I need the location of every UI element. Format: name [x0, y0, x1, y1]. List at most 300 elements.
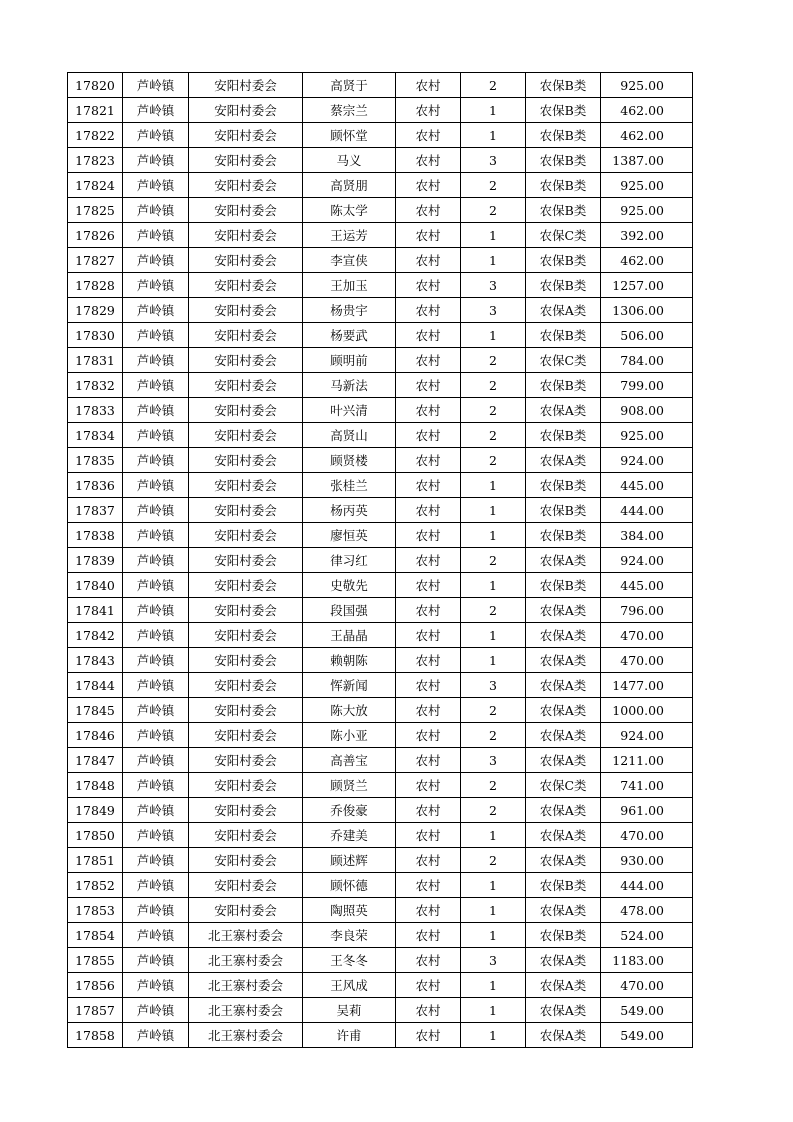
cell-village: 北王寨村委会 — [189, 973, 303, 998]
cell-village: 安阳村委会 — [189, 123, 303, 148]
cell-count: 1 — [461, 623, 526, 648]
cell-name: 王冬冬 — [303, 948, 396, 973]
cell-town: 芦岭镇 — [123, 223, 189, 248]
cell-category: 农保C类 — [526, 773, 601, 798]
cell-count: 1 — [461, 248, 526, 273]
cell-town: 芦岭镇 — [123, 973, 189, 998]
cell-town: 芦岭镇 — [123, 348, 189, 373]
cell-category: 农保B类 — [526, 473, 601, 498]
cell-id: 17845 — [68, 698, 123, 723]
cell-town: 芦岭镇 — [123, 598, 189, 623]
cell-amount: 930.00 — [601, 848, 693, 873]
cell-category: 农保A类 — [526, 798, 601, 823]
cell-name: 王晶晶 — [303, 623, 396, 648]
cell-amount: 1000.00 — [601, 698, 693, 723]
cell-id: 17831 — [68, 348, 123, 373]
table-row — [68, 123, 693, 148]
cell-village: 安阳村委会 — [189, 373, 303, 398]
cell-category: 农保B类 — [526, 923, 601, 948]
cell-town: 芦岭镇 — [123, 273, 189, 298]
cell-id: 17849 — [68, 798, 123, 823]
table-row — [68, 573, 693, 598]
cell-name: 杨贵宇 — [303, 298, 396, 323]
cell-amount: 925.00 — [601, 198, 693, 223]
cell-id: 17854 — [68, 923, 123, 948]
cell-count: 1 — [461, 323, 526, 348]
cell-id: 17842 — [68, 623, 123, 648]
cell-area: 农村 — [396, 348, 461, 373]
cell-town: 芦岭镇 — [123, 73, 189, 98]
cell-category: 农保A类 — [526, 723, 601, 748]
cell-name: 史敬先 — [303, 573, 396, 598]
cell-id: 17825 — [68, 198, 123, 223]
cell-amount: 1477.00 — [601, 673, 693, 698]
table-row — [68, 923, 693, 948]
cell-count: 2 — [461, 198, 526, 223]
cell-id: 17840 — [68, 573, 123, 598]
cell-name: 顾明前 — [303, 348, 396, 373]
cell-amount: 1387.00 — [601, 148, 693, 173]
cell-id: 17833 — [68, 398, 123, 423]
table-row — [68, 948, 693, 973]
cell-id: 17822 — [68, 123, 123, 148]
cell-count: 1 — [461, 898, 526, 923]
cell-area: 农村 — [396, 298, 461, 323]
table-row — [68, 798, 693, 823]
cell-id: 17853 — [68, 898, 123, 923]
cell-category: 农保B类 — [526, 573, 601, 598]
cell-name: 陈大放 — [303, 698, 396, 723]
cell-count: 1 — [461, 98, 526, 123]
cell-village: 安阳村委会 — [189, 823, 303, 848]
cell-area: 农村 — [396, 648, 461, 673]
cell-id: 17837 — [68, 498, 123, 523]
cell-amount: 470.00 — [601, 823, 693, 848]
cell-town: 芦岭镇 — [123, 748, 189, 773]
cell-category: 农保C类 — [526, 223, 601, 248]
cell-town: 芦岭镇 — [123, 173, 189, 198]
cell-area: 农村 — [396, 473, 461, 498]
cell-amount: 445.00 — [601, 473, 693, 498]
cell-name: 恽新闻 — [303, 673, 396, 698]
cell-id: 17858 — [68, 1023, 123, 1048]
cell-village: 安阳村委会 — [189, 673, 303, 698]
cell-town: 芦岭镇 — [123, 548, 189, 573]
cell-area: 农村 — [396, 848, 461, 873]
cell-area: 农村 — [396, 423, 461, 448]
cell-village: 北王寨村委会 — [189, 1023, 303, 1048]
cell-id: 17839 — [68, 548, 123, 573]
cell-area: 农村 — [396, 823, 461, 848]
cell-name: 叶兴清 — [303, 398, 396, 423]
cell-count: 2 — [461, 398, 526, 423]
cell-id: 17835 — [68, 448, 123, 473]
cell-amount: 925.00 — [601, 423, 693, 448]
cell-amount: 462.00 — [601, 123, 693, 148]
cell-category: 农保B类 — [526, 323, 601, 348]
table-row — [68, 273, 693, 298]
cell-name: 马义 — [303, 148, 396, 173]
cell-area: 农村 — [396, 1023, 461, 1048]
cell-town: 芦岭镇 — [123, 798, 189, 823]
cell-name: 赖朝陈 — [303, 648, 396, 673]
table-row — [68, 373, 693, 398]
cell-area: 农村 — [396, 148, 461, 173]
cell-name: 李良荣 — [303, 923, 396, 948]
cell-village: 安阳村委会 — [189, 748, 303, 773]
cell-area: 农村 — [396, 773, 461, 798]
cell-area: 农村 — [396, 748, 461, 773]
cell-area: 农村 — [396, 98, 461, 123]
cell-count: 1 — [461, 823, 526, 848]
cell-village: 安阳村委会 — [189, 848, 303, 873]
cell-name: 顾怀堂 — [303, 123, 396, 148]
cell-town: 芦岭镇 — [123, 98, 189, 123]
cell-village: 安阳村委会 — [189, 548, 303, 573]
cell-village: 安阳村委会 — [189, 698, 303, 723]
cell-count: 1 — [461, 523, 526, 548]
cell-village: 安阳村委会 — [189, 798, 303, 823]
cell-name: 马新法 — [303, 373, 396, 398]
cell-village: 北王寨村委会 — [189, 998, 303, 1023]
cell-village: 安阳村委会 — [189, 173, 303, 198]
cell-id: 17850 — [68, 823, 123, 848]
cell-category: 农保A类 — [526, 598, 601, 623]
table-row — [68, 873, 693, 898]
cell-town: 芦岭镇 — [123, 948, 189, 973]
cell-name: 陈太学 — [303, 198, 396, 223]
cell-village: 安阳村委会 — [189, 773, 303, 798]
cell-category: 农保C类 — [526, 348, 601, 373]
cell-count: 2 — [461, 723, 526, 748]
cell-count: 2 — [461, 798, 526, 823]
cell-count: 2 — [461, 848, 526, 873]
cell-id: 17855 — [68, 948, 123, 973]
table-row — [68, 298, 693, 323]
cell-town: 芦岭镇 — [123, 898, 189, 923]
cell-amount: 796.00 — [601, 598, 693, 623]
cell-village: 安阳村委会 — [189, 598, 303, 623]
cell-village: 安阳村委会 — [189, 298, 303, 323]
cell-amount: 925.00 — [601, 173, 693, 198]
cell-id: 17830 — [68, 323, 123, 348]
cell-category: 农保B类 — [526, 498, 601, 523]
cell-id: 17838 — [68, 523, 123, 548]
cell-category: 农保B类 — [526, 248, 601, 273]
cell-village: 安阳村委会 — [189, 398, 303, 423]
cell-name: 张桂兰 — [303, 473, 396, 498]
cell-count: 1 — [461, 123, 526, 148]
cell-count: 2 — [461, 73, 526, 98]
cell-town: 芦岭镇 — [123, 673, 189, 698]
cell-category: 农保A类 — [526, 648, 601, 673]
table-row — [68, 823, 693, 848]
cell-amount: 924.00 — [601, 548, 693, 573]
cell-category: 农保B类 — [526, 173, 601, 198]
cell-area: 农村 — [396, 673, 461, 698]
cell-name: 王加玉 — [303, 273, 396, 298]
cell-amount: 924.00 — [601, 448, 693, 473]
cell-village: 安阳村委会 — [189, 873, 303, 898]
cell-area: 农村 — [396, 948, 461, 973]
cell-id: 17826 — [68, 223, 123, 248]
cell-category: 农保A类 — [526, 848, 601, 873]
cell-category: 农保B类 — [526, 73, 601, 98]
cell-id: 17828 — [68, 273, 123, 298]
cell-name: 廖恒英 — [303, 523, 396, 548]
cell-amount: 799.00 — [601, 373, 693, 398]
cell-id: 17836 — [68, 473, 123, 498]
cell-count: 1 — [461, 973, 526, 998]
cell-area: 农村 — [396, 973, 461, 998]
table-row — [68, 548, 693, 573]
cell-village: 安阳村委会 — [189, 523, 303, 548]
cell-village: 北王寨村委会 — [189, 923, 303, 948]
cell-amount: 392.00 — [601, 223, 693, 248]
cell-id: 17844 — [68, 673, 123, 698]
cell-amount: 741.00 — [601, 773, 693, 798]
cell-category: 农保B类 — [526, 198, 601, 223]
cell-name: 顾贤兰 — [303, 773, 396, 798]
cell-name: 段国强 — [303, 598, 396, 623]
cell-village: 安阳村委会 — [189, 448, 303, 473]
table-row — [68, 248, 693, 273]
cell-village: 安阳村委会 — [189, 98, 303, 123]
cell-category: 农保B类 — [526, 423, 601, 448]
cell-town: 芦岭镇 — [123, 498, 189, 523]
cell-count: 3 — [461, 673, 526, 698]
cell-category: 农保B类 — [526, 273, 601, 298]
cell-town: 芦岭镇 — [123, 698, 189, 723]
cell-category: 农保A类 — [526, 748, 601, 773]
cell-count: 1 — [461, 573, 526, 598]
cell-count: 2 — [461, 423, 526, 448]
cell-area: 农村 — [396, 273, 461, 298]
cell-area: 农村 — [396, 73, 461, 98]
cell-count: 3 — [461, 748, 526, 773]
cell-count: 3 — [461, 273, 526, 298]
cell-amount: 549.00 — [601, 998, 693, 1023]
cell-village: 安阳村委会 — [189, 198, 303, 223]
cell-count: 3 — [461, 948, 526, 973]
table-row — [68, 648, 693, 673]
cell-town: 芦岭镇 — [123, 123, 189, 148]
cell-category: 农保A类 — [526, 973, 601, 998]
cell-category: 农保A类 — [526, 823, 601, 848]
cell-area: 农村 — [396, 698, 461, 723]
cell-name: 高贤朋 — [303, 173, 396, 198]
cell-village: 安阳村委会 — [189, 273, 303, 298]
table-row — [68, 973, 693, 998]
cell-village: 安阳村委会 — [189, 323, 303, 348]
table-row — [68, 898, 693, 923]
cell-name: 顾怀德 — [303, 873, 396, 898]
cell-name: 高贤山 — [303, 423, 396, 448]
cell-area: 农村 — [396, 923, 461, 948]
cell-village: 安阳村委会 — [189, 498, 303, 523]
cell-amount: 925.00 — [601, 73, 693, 98]
table-row — [68, 173, 693, 198]
cell-area: 农村 — [396, 373, 461, 398]
cell-area: 农村 — [396, 248, 461, 273]
table-row — [68, 473, 693, 498]
table-row — [68, 348, 693, 373]
cell-amount: 1257.00 — [601, 273, 693, 298]
table-row — [68, 198, 693, 223]
cell-id: 17834 — [68, 423, 123, 448]
cell-count: 3 — [461, 298, 526, 323]
cell-category: 农保B类 — [526, 148, 601, 173]
cell-amount: 549.00 — [601, 1023, 693, 1048]
cell-category: 农保B类 — [526, 373, 601, 398]
cell-category: 农保A类 — [526, 548, 601, 573]
cell-id: 17832 — [68, 373, 123, 398]
cell-name: 乔建美 — [303, 823, 396, 848]
cell-village: 安阳村委会 — [189, 223, 303, 248]
data-table — [67, 72, 693, 1048]
cell-category: 农保A类 — [526, 298, 601, 323]
cell-count: 2 — [461, 548, 526, 573]
cell-amount: 462.00 — [601, 248, 693, 273]
cell-amount: 506.00 — [601, 323, 693, 348]
cell-name: 王运芳 — [303, 223, 396, 248]
cell-id: 17823 — [68, 148, 123, 173]
table-row — [68, 73, 693, 98]
cell-count: 1 — [461, 923, 526, 948]
cell-area: 农村 — [396, 323, 461, 348]
cell-area: 农村 — [396, 448, 461, 473]
cell-count: 1 — [461, 873, 526, 898]
cell-name: 陈小亚 — [303, 723, 396, 748]
cell-town: 芦岭镇 — [123, 998, 189, 1023]
cell-amount: 784.00 — [601, 348, 693, 373]
cell-count: 2 — [461, 348, 526, 373]
cell-amount: 961.00 — [601, 798, 693, 823]
cell-town: 芦岭镇 — [123, 623, 189, 648]
table-row — [68, 398, 693, 423]
cell-amount: 1211.00 — [601, 748, 693, 773]
table-row — [68, 723, 693, 748]
cell-category: 农保A类 — [526, 898, 601, 923]
cell-village: 安阳村委会 — [189, 573, 303, 598]
cell-category: 农保A类 — [526, 398, 601, 423]
cell-town: 芦岭镇 — [123, 723, 189, 748]
cell-village: 安阳村委会 — [189, 623, 303, 648]
table-row — [68, 498, 693, 523]
table-row — [68, 423, 693, 448]
cell-area: 农村 — [396, 498, 461, 523]
cell-count: 2 — [461, 698, 526, 723]
cell-amount: 478.00 — [601, 898, 693, 923]
cell-name: 杨要武 — [303, 323, 396, 348]
cell-name: 高贤于 — [303, 73, 396, 98]
cell-town: 芦岭镇 — [123, 573, 189, 598]
cell-village: 安阳村委会 — [189, 423, 303, 448]
cell-amount: 384.00 — [601, 523, 693, 548]
cell-town: 芦岭镇 — [123, 773, 189, 798]
cell-area: 农村 — [396, 898, 461, 923]
cell-name: 李宣侠 — [303, 248, 396, 273]
cell-area: 农村 — [396, 798, 461, 823]
cell-id: 17851 — [68, 848, 123, 873]
cell-area: 农村 — [396, 223, 461, 248]
cell-category: 农保B类 — [526, 873, 601, 898]
cell-village: 安阳村委会 — [189, 73, 303, 98]
cell-area: 农村 — [396, 548, 461, 573]
cell-amount: 462.00 — [601, 98, 693, 123]
cell-amount: 445.00 — [601, 573, 693, 598]
cell-id: 17852 — [68, 873, 123, 898]
cell-count: 1 — [461, 998, 526, 1023]
table-row — [68, 848, 693, 873]
table-row — [68, 448, 693, 473]
cell-village: 北王寨村委会 — [189, 948, 303, 973]
cell-village: 安阳村委会 — [189, 898, 303, 923]
table-row — [68, 223, 693, 248]
table-row — [68, 773, 693, 798]
table-row — [68, 698, 693, 723]
cell-amount: 1183.00 — [601, 948, 693, 973]
cell-category: 农保A类 — [526, 448, 601, 473]
cell-area: 农村 — [396, 398, 461, 423]
cell-village: 安阳村委会 — [189, 248, 303, 273]
cell-area: 农村 — [396, 523, 461, 548]
cell-category: 农保B类 — [526, 523, 601, 548]
cell-id: 17848 — [68, 773, 123, 798]
cell-category: 农保B类 — [526, 98, 601, 123]
cell-amount: 908.00 — [601, 398, 693, 423]
cell-town: 芦岭镇 — [123, 473, 189, 498]
cell-town: 芦岭镇 — [123, 373, 189, 398]
cell-town: 芦岭镇 — [123, 248, 189, 273]
cell-village: 安阳村委会 — [189, 348, 303, 373]
cell-town: 芦岭镇 — [123, 323, 189, 348]
cell-id: 17821 — [68, 98, 123, 123]
cell-area: 农村 — [396, 998, 461, 1023]
cell-name: 律习红 — [303, 548, 396, 573]
cell-id: 17843 — [68, 648, 123, 673]
cell-category: 农保A类 — [526, 623, 601, 648]
cell-town: 芦岭镇 — [123, 848, 189, 873]
cell-town: 芦岭镇 — [123, 823, 189, 848]
cell-category: 农保A类 — [526, 998, 601, 1023]
cell-id: 17847 — [68, 748, 123, 773]
cell-count: 2 — [461, 773, 526, 798]
cell-town: 芦岭镇 — [123, 923, 189, 948]
cell-town: 芦岭镇 — [123, 148, 189, 173]
cell-name: 许甫 — [303, 1023, 396, 1048]
cell-count: 2 — [461, 173, 526, 198]
table-row — [68, 598, 693, 623]
cell-area: 农村 — [396, 173, 461, 198]
cell-amount: 444.00 — [601, 873, 693, 898]
table-row — [68, 673, 693, 698]
cell-id: 17824 — [68, 173, 123, 198]
cell-area: 农村 — [396, 573, 461, 598]
cell-category: 农保B类 — [526, 123, 601, 148]
cell-village: 安阳村委会 — [189, 723, 303, 748]
cell-area: 农村 — [396, 723, 461, 748]
cell-count: 1 — [461, 1023, 526, 1048]
cell-area: 农村 — [396, 198, 461, 223]
cell-amount: 470.00 — [601, 648, 693, 673]
cell-count: 2 — [461, 373, 526, 398]
cell-id: 17841 — [68, 598, 123, 623]
cell-amount: 924.00 — [601, 723, 693, 748]
cell-count: 1 — [461, 473, 526, 498]
cell-name: 王风成 — [303, 973, 396, 998]
cell-id: 17829 — [68, 298, 123, 323]
